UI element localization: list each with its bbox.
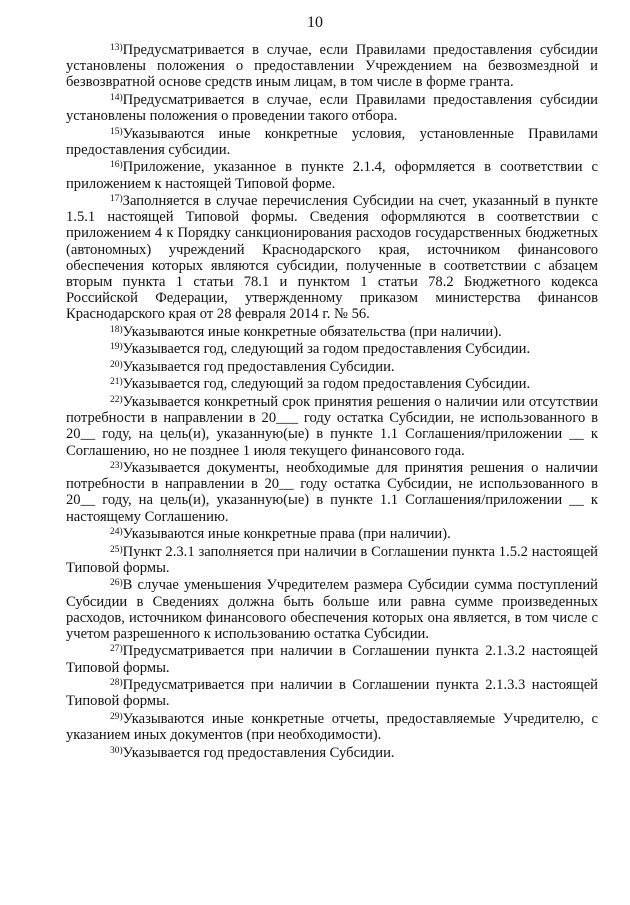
footnote-27 [66, 643, 598, 675]
footnote-marker: 18) [110, 324, 123, 335]
footnote-text: Предусматривается при наличии в Соглашении пункта 2.1.3.3 настоящей Типовой формы. [66, 677, 598, 710]
footnote-17 [66, 193, 598, 323]
footnote-20 [66, 359, 598, 375]
footnote-text: Указывается год предоставления Субсидии. [122, 358, 395, 375]
footnote-18 [66, 324, 598, 340]
footnote-marker: 19) [110, 342, 123, 353]
footnote-text: Заполняется в случае перечисления Субсидии на счет, указанный в пункте 1.5.1 настоящей Типовой формы. Сведения оформляются в соответствии с приложением 4 к Порядку санкционирования расходов государственных бюджетных (автономных) учреждений Краснодарского края, источником финансового обеспечения которых являются субсидии, полученные в соответствии с абзацем вторым пункта 1 статьи 78.1 и пунктом 1 статьи 78.2 Бюджетного кодекса Российской Федерации, утвержденному приказом министерства финансов Краснодарского края от 28 февраля 2014 г. № 56. [66, 193, 598, 323]
footnote-marker: 15) [110, 126, 123, 137]
footnote-15 [66, 126, 598, 158]
footnote-29 [66, 711, 598, 743]
footnote-marker: 28) [110, 678, 123, 689]
footnote-marker: 13) [110, 43, 123, 53]
footnote-25 [66, 544, 598, 576]
footnote-text: Указываются иные конкретные условия, установленные Правилами предоставления субсидии. [66, 125, 598, 158]
footnote-13 [66, 42, 598, 91]
footnote-text: Предусматривается в случае, если Правилами предоставления субсидии установлены положения о проведении такого отбора. [66, 91, 598, 125]
footnote-text: Указываются иные конкретные отчеты, предоставляемые Учредителю, с указанием иных документов (при необходимости). [66, 710, 598, 744]
footnote-marker: 30) [110, 745, 123, 756]
footnote-marker: 22) [110, 394, 123, 405]
footnote-text: Предусматривается в случае, если Правилами предоставления субсидии установлены положения о предоставлении Учреждением на безвозмездной и безвозвратной основе средств иным лицам, в том числе в форме гранта. [66, 42, 598, 91]
footnote-marker: 20) [110, 359, 123, 370]
footnote-marker: 26) [110, 578, 123, 589]
footnote-text: Указывается конкретный срок принятия решения о наличии или отсутствии потребности в направлении в 20___ году остатка Субсидии, не использованного в 20__ году, на цель(и), указанную(ые) в пункте 1.1 Соглашения/приложении __ к Соглашению, но не позднее 1 июля текущего финансового года. [66, 393, 598, 459]
footnote-21 [66, 376, 598, 392]
footnote-19 [66, 341, 598, 357]
footnote-text: Указывается год предоставления Субсидии. [122, 744, 395, 761]
footnote-marker: 25) [110, 544, 123, 555]
footnote-marker: 27) [110, 644, 123, 655]
footnote-28 [66, 677, 598, 709]
footnote-23 [66, 460, 598, 525]
page-number: 10 [307, 14, 323, 31]
footnote-24 [66, 526, 598, 542]
footnote-marker: 24) [110, 527, 123, 538]
footnote-marker: 21) [110, 377, 123, 388]
footnote-22 [66, 394, 598, 459]
footnote-30 [66, 745, 598, 761]
footnote-text: Указываются иные конкретные обязательства (при наличии). [122, 323, 502, 340]
footnote-marker: 29) [110, 711, 123, 722]
footnote-text: Пункт 2.3.1 заполняется при наличии в Соглашении пункта 1.5.2 настоящей Типовой формы. [66, 543, 598, 576]
footnote-text: Указывается документы, необходимые для принятия решения о наличии потребности в направлении в 20__ году остатка Субсидии, не использованного в 20__ году, на цель(и), указанную(ые) в пункте 1.1 Соглашения/приложении __ к настоящему Соглашению. [66, 460, 598, 525]
footnote-marker: 14) [110, 92, 123, 103]
footnote-16 [66, 159, 598, 191]
footnote-text: Указывается год, следующий за годом предоставления Субсидии. [122, 341, 531, 358]
footnote-text: Указывается год, следующий за годом предоставления Субсидии. [122, 376, 531, 393]
footnote-marker: 23) [110, 461, 123, 472]
footnote-14 [66, 92, 598, 124]
footnote-text: Приложение, указанное в пункте 2.1.4, оформляется в соответствии с приложением к настоящей Типовой форме. [66, 159, 598, 192]
footnote-text: Указываются иные конкретные права (при наличии). [122, 526, 451, 543]
footnote-26 [66, 577, 598, 642]
footnote-marker: 17) [110, 194, 123, 205]
footnote-text: В случае уменьшения Учредителем размера Субсидии сумма поступлений Субсидии в Сведениях должна быть больше или равна сумме произведенных расходов, источником финансового обеспечения которых она является, в том числе с учетом разрешенного к использованию остатка Субсидии. [66, 577, 598, 642]
footnote-text: Предусматривается при наличии в Соглашении пункта 2.1.3.2 настоящей Типовой формы. [66, 643, 598, 676]
footnote-marker: 16) [110, 160, 123, 171]
footnotes-list [66, 42, 598, 762]
